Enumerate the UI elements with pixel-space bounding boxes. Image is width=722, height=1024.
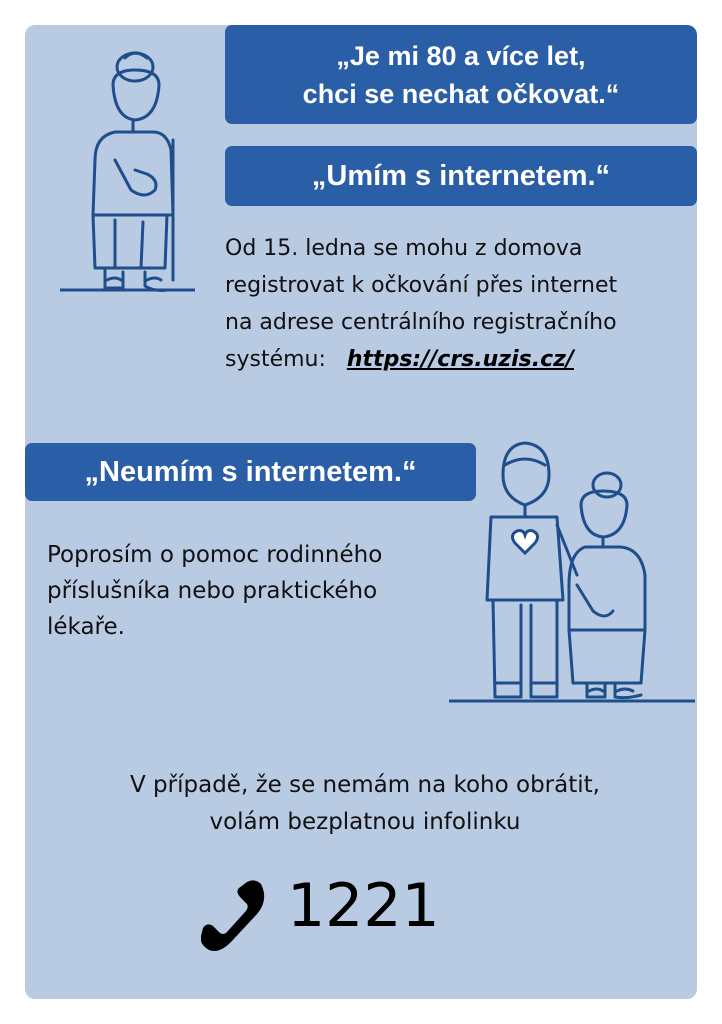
- help-line1: Poprosím o pomoc rodinného: [47, 542, 383, 568]
- banner-age-80-line2: chci se nechat očkovat.“: [302, 78, 620, 109]
- banner-age-80: [225, 25, 697, 124]
- help-line2: příslušníka nebo praktického: [47, 578, 378, 604]
- heart-icon: [512, 531, 537, 554]
- registration-line1: Od 15. ledna se mohu z domova: [225, 236, 583, 261]
- help-text: [47, 537, 447, 645]
- phone-icon: [201, 878, 269, 952]
- registration-line4-prefix: systému:: [225, 347, 326, 372]
- infoline-line1: V případě, že se nemám na koho obrátit,: [130, 772, 600, 798]
- banner-no-internet: „Neumím s internetem.“: [25, 443, 476, 501]
- registration-url-link[interactable]: https://crs.uzis.cz/: [346, 347, 574, 372]
- elderly-woman-icon: [55, 40, 205, 295]
- registration-line4: [225, 341, 690, 378]
- poster-card: [25, 25, 697, 999]
- registration-line2: registrovat k očkování přes internet: [225, 273, 618, 298]
- registration-text: [225, 230, 690, 378]
- phone-number[interactable]: 1221: [287, 871, 440, 941]
- banner-can-internet: „Umím s internetem.“: [225, 146, 697, 206]
- registration-line3: na adrese centrálního registračního: [225, 310, 617, 335]
- help-line3: lékaře.: [47, 614, 125, 640]
- banner-age-80-line1: „Je mi 80 a více let,: [336, 40, 586, 71]
- helper-couple-icon: [445, 435, 697, 705]
- infoline-line2: volám bezplatnou infolinku: [209, 809, 521, 835]
- infoline-text: [85, 767, 645, 841]
